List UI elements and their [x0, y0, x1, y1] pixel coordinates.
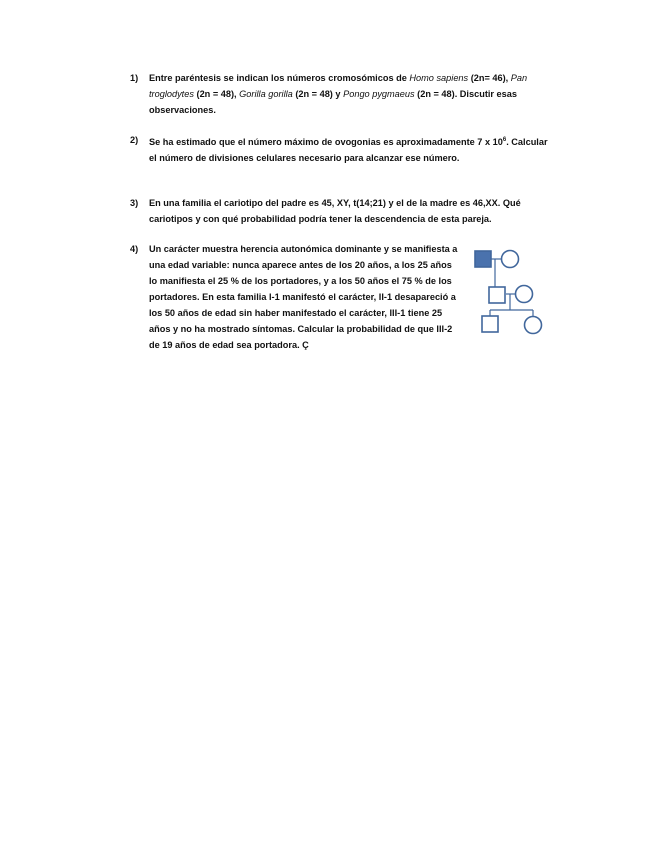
pedigree-female-III-2 — [525, 317, 542, 334]
pedigree-male-II-1 — [489, 287, 505, 303]
pedigree-male-III-1 — [482, 316, 498, 332]
species-name: Pongo pygmaeus — [343, 89, 415, 99]
pedigree-chart — [470, 246, 546, 338]
question-number: 2) — [130, 135, 139, 145]
question-number: 1) — [130, 73, 139, 83]
question-text: Entre paréntesis se indican los números cromosómicos de Homo sapiens (2n= 46), Pan troglodytes (2n = 48), Gorilla gorilla (2n = 48) y Pongo pygmaeus (2n = 48). Discutir esas observaciones. — [149, 73, 528, 115]
question-number: 3) — [130, 198, 139, 208]
exponent: 6 — [502, 137, 507, 143]
question-3 — [130, 195, 550, 227]
question-text: Se ha estimado que el número máximo de ovogonias es aproximadamente 7 x $10^6$. Calcular el número de divisiones celulares necesario para alcanzar ese número. — [149, 137, 548, 163]
species-name: Pan troglodytes — [149, 73, 528, 99]
question-2 — [130, 132, 550, 166]
question-text: Un carácter muestra herencia autonómica dominante y se manifiesta a una edad variable: nunca aparece antes de los 20 años, a los 25 años lo manifiesta el 25 % de los portadores, y a los 50 años el 75 % de los portadores. En esta familia I-1 manifestó el carácter, II-1 desapareció a los 50 años de edad sin haber manifestado el carácter, III-1 tiene 25 años y no ha mostrado síntomas. Calcular la probabilidad de que III-2 de 19 años de edad sea portadora. Ç — [149, 244, 458, 350]
pedigree-female-I-2 — [502, 251, 519, 268]
question-number: 4) — [130, 244, 139, 254]
species-name: Gorilla gorilla — [239, 89, 293, 99]
species-name: Homo sapiens — [409, 73, 469, 83]
question-4 — [130, 241, 460, 353]
pedigree-female-II-2 — [516, 286, 533, 303]
question-1 — [130, 70, 550, 118]
question-text: En una familia el cariotipo del padre es 45, XY, t(14;21) y el de la madre es 46,XX. Qué cariotipos y con qué probabilidad podría tener la descendencia de esta pareja. — [149, 198, 521, 224]
pedigree-male-affected-I-1 — [475, 251, 491, 267]
